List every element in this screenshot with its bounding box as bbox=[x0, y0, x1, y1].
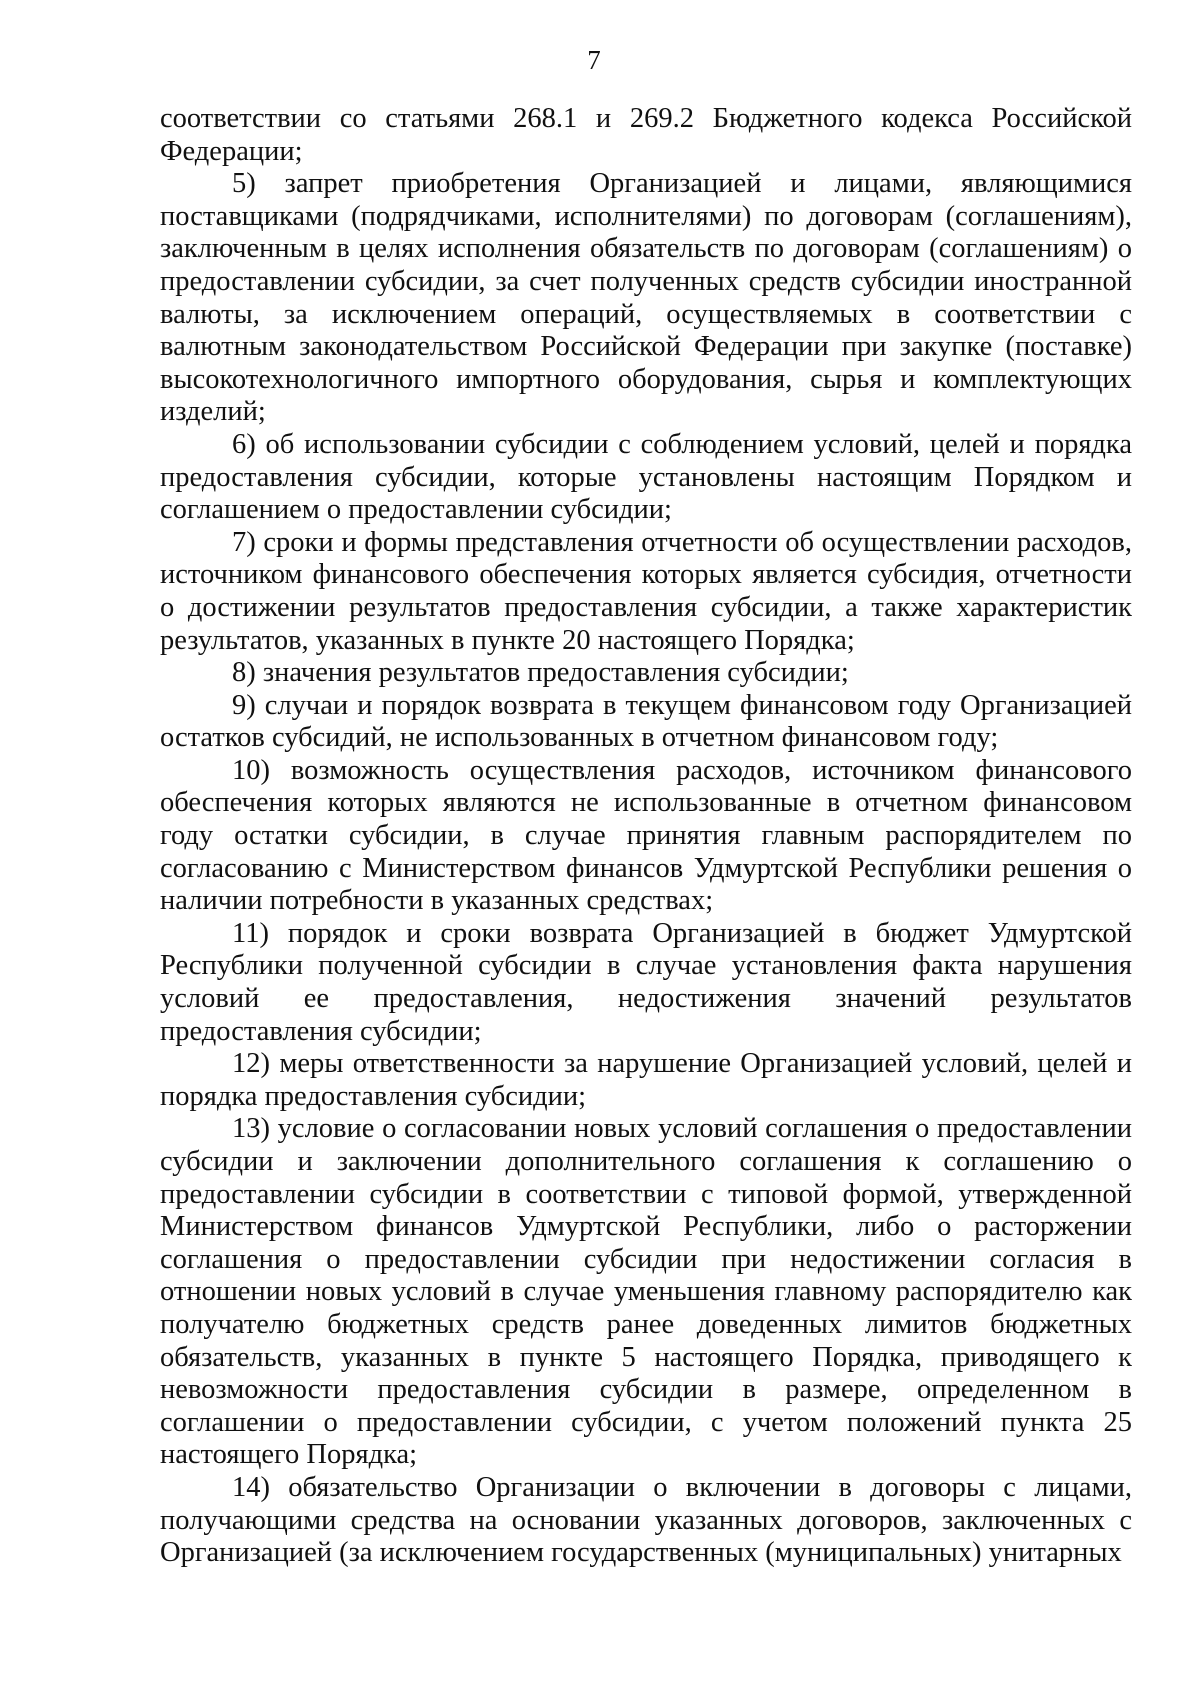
paragraph-item-8: 8) значения результатов предоставления субсидии; bbox=[232, 657, 849, 689]
paragraph-item-14: 14) обязательство Организации о включении в договоры с лицами, получающими средства на основании указанных договоров, заключенных с Организацией (за исключением государственных (муниципальных) унитарных bbox=[160, 1471, 1132, 1569]
paragraph-item-10: 10) возможность осуществления расходов, источником финансового обеспечения которых являются не использованные в отчетном финансовом году остатки субсидии, в случае принятия главным распорядителем по согласованию с Министерством финансов Удмуртской Республики решения о наличии потребности в указанных средствах; bbox=[160, 754, 1132, 917]
paragraph-item-13: 13) условие о согласовании новых условий соглашения о предоставлении субсидии и заключении дополнительного соглашения к соглашению о предоставлении субсидии в соответствии с типовой формой, утвержденной Министерством финансов Удмуртской Республики, либо о расторжении соглашения о предоставлении субсидии при недостижении согласия в отношении новых условий в случае уменьшения главному распорядителю как получателю бюджетных средств ранее доведенных лимитов бюджетных обязательств, указанных в пункте 5 настоящего Порядка, приводящего к невозможности предоставления субсидии в размере, определенном в соглашении о предоставлении субсидии, с учетом положений пункта 25 настоящего Порядка; bbox=[160, 1113, 1132, 1471]
paragraph-item-12: 12) меры ответственности за нарушение Организацией условий, целей и порядка предоставления субсидии; bbox=[160, 1048, 1132, 1112]
paragraph-item-6: 6) об использовании субсидии с соблюдением условий, целей и порядка предоставления субсидии, которые установлены настоящим Порядком и соглашением о предоставлении субсидии; bbox=[160, 428, 1132, 526]
paragraph-item-7: 7) сроки и формы представления отчетности об осуществлении расходов, источником финансового обеспечения которых является субсидия, отчетности о достижении результатов предоставления субсидии, а также характеристик результатов, указанных в пункте 20 настоящего Порядка; bbox=[160, 526, 1132, 656]
document-body bbox=[160, 103, 1132, 1570]
paragraph-item-5: 5) запрет приобретения Организацией и лицами, являющимися поставщиками (подрядчиками, исполнителями) по договорам (соглашениям), заключенным в целях исполнения обязательств по договорам (соглашениям) о предоставлении субсидии, за счет полученных средств субсидии иностранной валюты, за исключением операций, осуществляемых в соответствии с валютным законодательством Российской Федерации при закупке (поставке) высокотехнологичного импортного оборудования, сырья и комплектующих изделий; bbox=[160, 168, 1132, 428]
paragraph-continuation: соответствии со статьями 268.1 и 269.2 Бюджетного кодекса Российской Федерации; bbox=[160, 103, 1132, 167]
paragraph-item-9: 9) случаи и порядок возврата в текущем финансовом году Организацией остатков субсидий, не использованных в отчетном финансовом году; bbox=[160, 689, 1132, 754]
page-number: 7 bbox=[587, 45, 601, 75]
paragraph-item-11: 11) порядок и сроки возврата Организацией в бюджет Удмуртской Республики полученной субсидии в случае установления факта нарушения условий ее предоставления, недостижения значений результатов предоставления субсидии; bbox=[160, 917, 1132, 1047]
